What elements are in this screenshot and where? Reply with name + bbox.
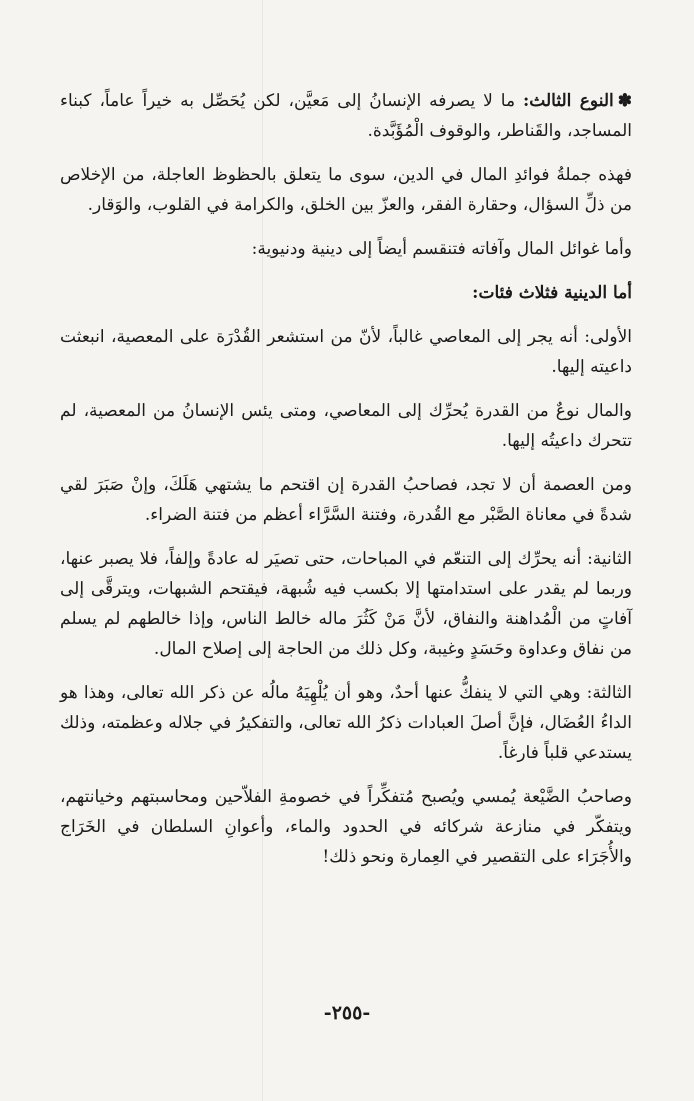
heading-text: أما الدينية فثلاث فئات: — [472, 283, 632, 303]
section-lead-label: النوع الثالث: — [523, 91, 614, 111]
paragraph-text: الثانية: أنه يحرِّك إلى التنعّم في المباحات، حتى تصيَر له عادةً وإلفاً، فلا يصبر عنها، وربما لم يقدر على استدامتها إلا بكسب فيه شُبهة، فيقتحم الشبهات، ويترقَّى إلى آفاتٍ من الْمُداهنة والنفاق، لأنَّ مَنْ كَثُرَ ماله خالط الناس، وإذا خالطهم لم يسلم من نفاق وعداوة وحَسَدٍ وغيبة، وكل ذلك من الحاجة إلى إصلاح المال. — [60, 549, 632, 659]
paragraph-text: ومن العصمة أن لا تجد، فصاحبُ القدرة إن اقتحم ما يشتهي هَلَكَ، وإنْ صَبَرَ لقي شدةً في معاناة الصَّبْر مع القُدرة، وفتنة السَّرَّاء أعظم من فتنة الضراء. — [60, 475, 632, 525]
paragraph-type-three — [60, 86, 632, 146]
paragraph-text: ما لا يصرفه الإنسانُ إلى مَعيَّن، لكن يُحَصِّل به خيراً عاماً، كبناء المساجد، والقَناطر، والوقوف الْمُؤَبَّدة. — [60, 91, 632, 141]
page-number: -٢٥٥- — [323, 1002, 371, 1024]
paragraph-text: الثالثة: وهي التي لا ينفكُّ عنها أحدٌ، وهو أن يُلْهِيَهُ مالُه عن ذكر الله تعالى، وهذا هو الداءُ العُضَال، فإنَّ أصلَ العبادات ذكرُ الله تعالى، والتفكيرُ في جلاله وعظمته، وذلك يستدعي قلباً فارغاً. — [60, 683, 632, 763]
star-ornament-icon: ✽ — [617, 91, 632, 111]
paragraph-third-harm — [60, 678, 632, 768]
paragraph-protection — [60, 470, 632, 530]
paragraph-wealth-power — [60, 396, 632, 456]
paragraph-text: وصاحبُ الضَّيْعة يُمسي ويُصبح مُتفكِّراً في خصومةِ الفلاّحين ومحاسبتهم وخيانتهم، ويتفكّر في منازعة شركائه في الحدود والماء، وأعوانِ السلطان في الخَرَاج والأُجَرَاء على التقصير في العِمارة ونحو ذلك! — [60, 787, 632, 867]
paragraph-estate-owner — [60, 782, 632, 872]
paragraph-first-harm — [60, 322, 632, 382]
paragraph-benefits-summary — [60, 160, 632, 220]
paragraph-second-harm — [60, 544, 632, 664]
paragraph-text: وأما غوائل المال وآفاته فتنقسم أيضاً إلى دينية ودنيوية: — [251, 239, 632, 259]
section-heading-religious-harms — [60, 278, 632, 308]
paragraph-text: والمال نوعٌ من القدرة يُحرِّك إلى المعاصي، ومتى يئس الإنسانُ من المعصية، لم تتحرك داعيتُه إليها. — [60, 401, 632, 451]
paragraph-text: الأولى: أنه يجر إلى المعاصي غالباً، لأنّ من استشعر القُدْرَة على المعصية، انبعثت داعيته إليها. — [60, 327, 632, 377]
paragraph-text: فهذه جملةُ فوائدِ المال في الدين، سوى ما يتعلق بالحظوظ العاجلة، من الإخلاص من ذلِّ السؤال، وحقارة الفقر، والعزّ بين الخلق، والكرامة في القلوب، والوَقار. — [60, 165, 632, 215]
paragraph-harms-intro — [60, 234, 632, 264]
book-page-body — [60, 86, 632, 986]
